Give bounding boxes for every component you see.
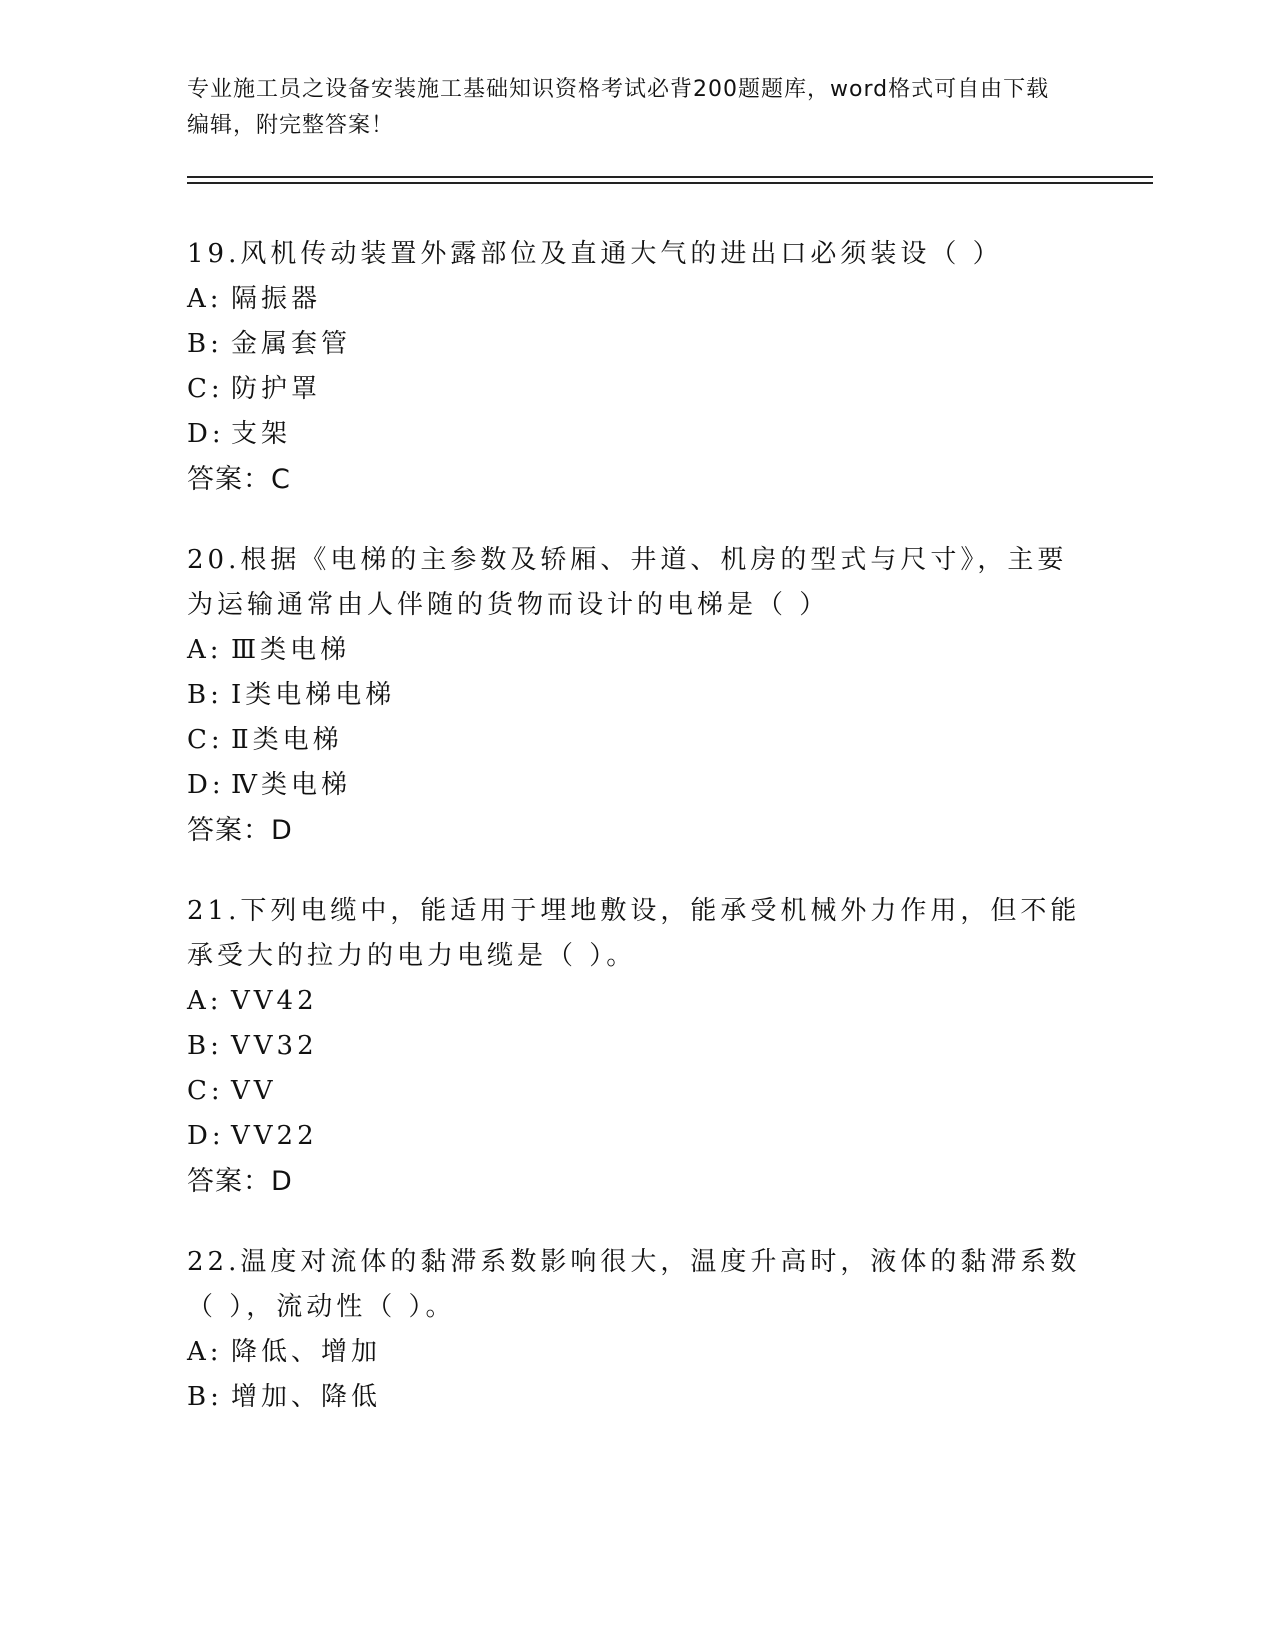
answer: 答案：D: [187, 815, 293, 846]
question-text: 20.根据《电梯的主参数及轿厢、井道、机房的型式与尺寸》，主要为运输通常由人伴随的货物而设计的电梯是（ ）: [187, 545, 1068, 620]
question-text: 22.温度对流体的黏滞系数影响很大，温度升高时，液体的黏滞系数（ ），流动性（ ）。: [187, 1247, 1081, 1322]
option-letter: B:: [187, 1031, 223, 1061]
option-text: Ⅰ类电梯电梯: [231, 680, 396, 710]
option-letter: C:: [187, 374, 224, 404]
option-text: Ⅲ类电梯: [231, 635, 351, 665]
option-b: [187, 322, 1087, 367]
answer: 答案：D: [187, 1166, 293, 1197]
header-divider-top: [187, 176, 1153, 178]
question-22: [187, 1240, 1087, 1420]
option-text: 隔振器: [231, 284, 322, 314]
question-list: [187, 232, 1087, 1456]
option-letter: C:: [187, 725, 224, 755]
option-b: [187, 1024, 1087, 1069]
option-letter: D:: [187, 419, 225, 449]
question-text: 19.风机传动装置外露部位及直通大气的进出口必须装设（ ）: [187, 239, 1003, 269]
option-a: [187, 628, 1087, 673]
option-d: [187, 412, 1087, 457]
option-text: VV22: [231, 1121, 318, 1151]
option-text: 支架: [231, 419, 292, 449]
question-21: [187, 889, 1087, 1204]
option-d: [187, 763, 1087, 808]
option-text: Ⅱ类电梯: [231, 725, 343, 755]
option-letter: A:: [187, 1337, 223, 1367]
option-text: VV42: [231, 986, 318, 1016]
option-c: [187, 1069, 1087, 1114]
option-text: 防护罩: [231, 374, 322, 404]
option-letter: B:: [187, 329, 223, 359]
option-text: VV: [231, 1076, 277, 1106]
option-text: Ⅳ类电梯: [231, 770, 351, 800]
option-c: [187, 367, 1087, 412]
option-a: [187, 1330, 1087, 1375]
question-20: [187, 538, 1087, 853]
option-letter: B:: [187, 1382, 223, 1412]
option-a: [187, 979, 1087, 1024]
option-letter: A:: [187, 284, 223, 314]
answer: 答案：C: [187, 464, 291, 495]
option-letter: C:: [187, 1076, 224, 1106]
document-header: 专业施工员之设备安装施工基础知识资格考试必背200题题库，word格式可自由下载编辑，附完整答案！: [187, 77, 1050, 138]
option-text: 增加、降低: [231, 1382, 382, 1412]
option-letter: B:: [187, 680, 223, 710]
question-19: [187, 232, 1087, 502]
option-c: [187, 718, 1087, 763]
option-text: 降低、增加: [231, 1337, 382, 1367]
option-d: [187, 1114, 1087, 1159]
option-letter: A:: [187, 635, 223, 665]
option-letter: D:: [187, 770, 225, 800]
question-text: 21.下列电缆中，能适用于埋地敷设，能承受机械外力作用，但不能承受大的拉力的电力电缆是（ ）。: [187, 896, 1081, 971]
option-text: 金属套管: [231, 329, 352, 359]
header-divider-bottom: [187, 182, 1153, 184]
option-b: [187, 1375, 1087, 1420]
option-a: [187, 277, 1087, 322]
option-letter: D:: [187, 1121, 225, 1151]
option-letter: A:: [187, 986, 223, 1016]
option-b: [187, 673, 1087, 718]
option-text: VV32: [231, 1031, 318, 1061]
